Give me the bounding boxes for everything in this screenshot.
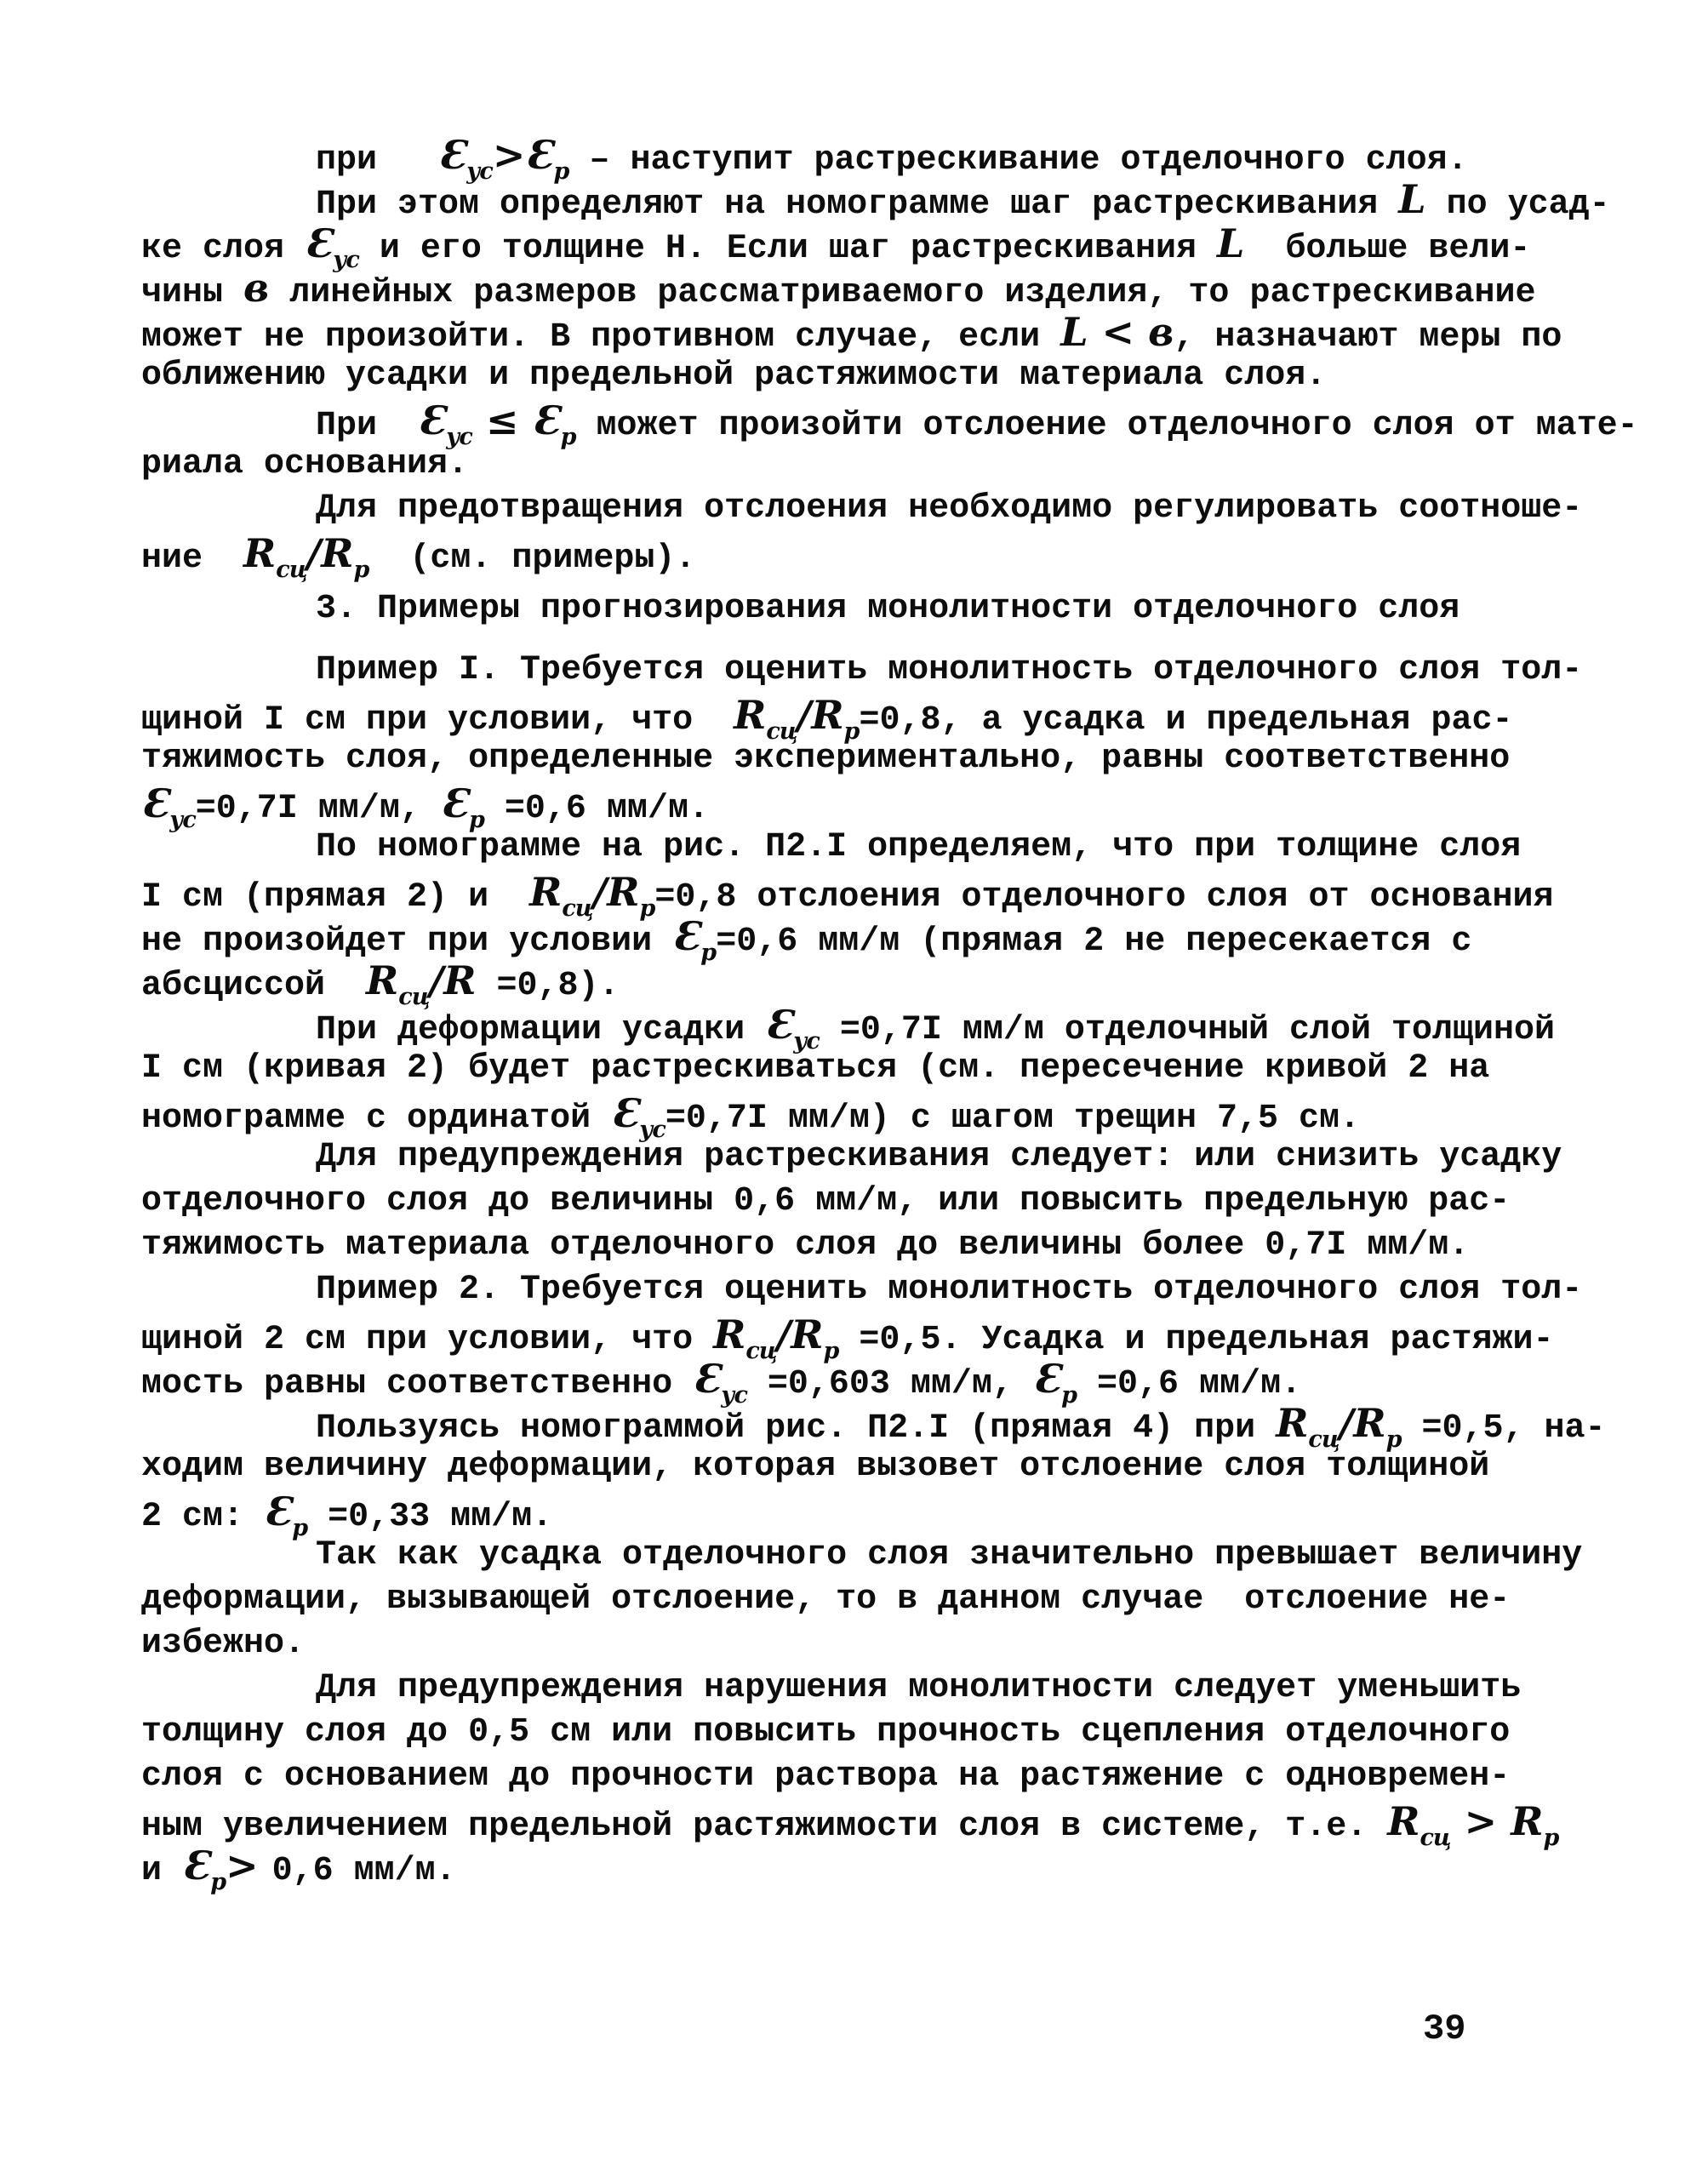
typewritten-text: 3. Примеры прогнозирования монолитности отделочного слоя xyxy=(316,590,1460,628)
formula: > xyxy=(1450,1798,1511,1844)
typewritten-text: и xyxy=(141,1852,183,1890)
formula: / xyxy=(592,869,608,915)
typewritten-text: =0,8 отслоения отделочного слоя от основания xyxy=(654,878,1554,917)
text-line xyxy=(141,1622,1588,1666)
typewritten-text: ке слоя xyxy=(141,230,306,268)
typewritten-text: I см (кривая 2) будет растрескиваться (см. пересечение кривой 2 на xyxy=(141,1049,1490,1088)
typewritten-text: при xyxy=(316,141,439,180)
text-line xyxy=(141,737,1588,781)
formula: L < в xyxy=(1060,309,1174,355)
typewritten-text: абсциссой xyxy=(141,967,367,1005)
text-line xyxy=(141,1268,1588,1312)
formula: $Ɛ_р$ xyxy=(182,1843,226,1895)
formula: $Ɛ_р$ xyxy=(264,1489,308,1541)
formula: $Ɛ_{ус}$ xyxy=(418,397,472,450)
text-line xyxy=(141,1180,1588,1224)
formula: $R_{сц}$ xyxy=(243,530,307,583)
typewritten-text: При деформации усадки xyxy=(316,1011,766,1049)
typewritten-text: – наступит растрескивание отделочного слоя. xyxy=(568,141,1468,180)
formula: $Ɛ_р$ xyxy=(532,397,576,450)
formula: $R_{сц}$ xyxy=(1387,1798,1451,1851)
formula: $R_р$ xyxy=(607,869,655,922)
formula: L xyxy=(1216,220,1245,266)
text-line xyxy=(141,443,1588,487)
text-line xyxy=(141,354,1588,398)
text-line xyxy=(141,1666,1588,1711)
typewritten-text: 0,6 мм/м. xyxy=(271,1852,456,1890)
formula: $Ɛ_р$ xyxy=(525,132,569,185)
text-line xyxy=(141,1578,1588,1622)
typewritten-text: =0,6 мм/м (прямая 2 не пересекается с xyxy=(716,923,1472,961)
typewritten-text: больше вели- xyxy=(1244,230,1531,268)
text-line xyxy=(141,1534,1588,1578)
text-line xyxy=(141,957,1588,1010)
typewritten-text: Для предотвращения отслоения необходимо регулировать соотноше- xyxy=(316,489,1583,528)
typewritten-text: =0,33 мм/м. xyxy=(307,1498,553,1536)
typewritten-text: отделочного слоя до величины 0,6 мм/м, или повысить предельную рас- xyxy=(141,1182,1511,1220)
text-line xyxy=(141,1400,1606,1453)
text-line xyxy=(141,1798,1588,1851)
text-line xyxy=(141,1711,1588,1755)
typewritten-text: =0,8). xyxy=(476,967,620,1005)
formula: $Ɛ_{ус}$ xyxy=(141,780,196,833)
text-line xyxy=(141,309,1588,357)
text-line xyxy=(141,132,1588,185)
typewritten-text: ние xyxy=(141,540,244,578)
typewritten-text: =0,7I мм/м, xyxy=(195,790,441,828)
typewritten-text: может произойти отслоение отделочного слоя от мате- xyxy=(575,407,1638,445)
typewritten-text: Для предупреждения растрескивания следует: или снизить усадку xyxy=(316,1138,1562,1176)
typewritten-text: тяжимость слоя, определенные экспериментально, равны соответственно xyxy=(141,740,1511,778)
text-line xyxy=(141,1445,1588,1489)
text-line xyxy=(141,869,1588,922)
typewritten-text: не произойдет при условии xyxy=(141,923,673,961)
formula: R xyxy=(443,957,477,1003)
formula: ≤ xyxy=(471,397,533,443)
typewritten-text: =0,8, а усадка и предельная рас- xyxy=(859,701,1513,740)
formula: $R_р$ xyxy=(1353,1400,1402,1453)
text-line xyxy=(141,397,1638,450)
formula: $R_{сц}$ xyxy=(1276,1400,1340,1453)
section-heading xyxy=(141,587,1588,631)
text-line xyxy=(141,487,1588,531)
typewritten-text: Для предупреждения нарушения монолитности следует уменьшить xyxy=(316,1669,1522,1707)
text-line xyxy=(141,1356,1588,1409)
text-line xyxy=(141,1311,1588,1364)
text-line xyxy=(141,1224,1588,1268)
formula: $Ɛ_{ус}$ xyxy=(438,132,493,185)
formula: $R_р$ xyxy=(811,692,860,745)
text-line xyxy=(141,266,1588,310)
formula: $Ɛ_{ус}$ xyxy=(611,1090,665,1143)
typewritten-text: тяжимость материала отделочного слоя до величины более 0,7I мм/м. xyxy=(141,1226,1470,1265)
typewritten-text: По номограмме на рис. П2.I определяем, что при толщине слоя xyxy=(316,828,1522,866)
formula: $Ɛ_р$ xyxy=(672,913,717,966)
typewritten-text: I см (прямая 2) и xyxy=(141,878,530,917)
formula: L xyxy=(1398,176,1426,222)
text-line xyxy=(141,220,1588,273)
typewritten-text: оближению усадки и предельной растяжимости материала слоя. xyxy=(141,357,1327,395)
typewritten-text: может не произойти. В противном случае, если xyxy=(141,318,1061,357)
typewritten-text: =0,7I мм/м) с шагом трещин 7,5 см. xyxy=(665,1100,1361,1138)
typewritten-text: =0,5, на- xyxy=(1401,1409,1606,1448)
typewritten-text: риала основания. xyxy=(141,445,469,483)
formula: $R_р$ xyxy=(791,1311,839,1364)
formula: $R_{сц}$ xyxy=(529,869,593,922)
typewritten-text: Так как усадка отделочного слоя значительно превышает величину xyxy=(316,1536,1583,1574)
formula: $R_р$ xyxy=(1511,1798,1559,1851)
typewritten-text: избежно. xyxy=(141,1625,306,1663)
typewritten-text: линейных размеров рассматриваемого изделия, то растрескивание xyxy=(269,274,1536,312)
text-line xyxy=(141,826,1588,870)
typewritten-text: Пример 2. Требуется оценить монолитность отделочного слоя тол- xyxy=(316,1271,1583,1309)
formula: / xyxy=(797,692,812,738)
typewritten-text: щиной I см при условии, что xyxy=(141,701,734,740)
formula: > xyxy=(226,1843,272,1889)
formula: $Ɛ_р$ xyxy=(440,780,484,833)
text-line xyxy=(141,176,1610,224)
typewritten-text: слоя с основанием до прочности раствора на растяжение с одновремен- xyxy=(141,1757,1511,1796)
text-line xyxy=(141,1090,1588,1143)
page-number: 39 xyxy=(1423,2009,1466,2049)
typewritten-text: =0,7I мм/м отделочный слой толщиной xyxy=(819,1011,1556,1049)
text-line xyxy=(141,780,1588,833)
typewritten-text: Пользуясь номограммой рис. П2.I (прямая 4) при xyxy=(316,1409,1277,1448)
typewritten-text: , назначают меры по xyxy=(1174,318,1562,357)
text-line xyxy=(141,1489,1588,1541)
text-line xyxy=(141,1755,1588,1799)
formula: $R_р$ xyxy=(321,530,369,583)
formula: $Ɛ_{ус}$ xyxy=(765,1002,820,1054)
typewritten-text: =0,6 мм/м. xyxy=(1077,1365,1302,1403)
formula: / xyxy=(776,1311,791,1357)
typewritten-text: ным увеличением предельной растяжимости слоя в системе, т.е. xyxy=(141,1808,1388,1846)
formula: $R_{сц}$ xyxy=(366,957,430,1010)
text-line xyxy=(141,1843,1588,1895)
formula: / xyxy=(1339,1400,1354,1446)
text-line xyxy=(141,692,1588,745)
text-line xyxy=(141,1135,1588,1180)
text-line xyxy=(141,1002,1588,1054)
typewritten-text: мость равны соответственно xyxy=(141,1365,694,1403)
typewritten-text: по усад- xyxy=(1425,186,1610,224)
text-line xyxy=(141,913,1588,966)
formula: $Ɛ_р$ xyxy=(1032,1356,1077,1409)
typewritten-text: ходим величину деформации, которая вызовет отслоение слоя толщиной xyxy=(141,1448,1490,1486)
document-body xyxy=(141,132,1638,1895)
formula: > xyxy=(492,132,526,178)
formula: / xyxy=(306,530,322,576)
typewritten-text: (см. примеры). xyxy=(368,540,696,578)
text-line xyxy=(141,530,1588,583)
text-line xyxy=(141,649,1588,693)
typewritten-text: =0,6 мм/м. xyxy=(483,790,709,828)
formula: в xyxy=(243,265,270,311)
typewritten-text: толщину слоя до 0,5 см или повысить прочность сцепления отделочного xyxy=(141,1713,1511,1751)
typewritten-text: 2 см: xyxy=(141,1498,265,1536)
formula: / xyxy=(429,957,444,1003)
formula: $Ɛ_{ус}$ xyxy=(305,220,359,273)
typewritten-text: и его толщине Н. Если шаг растрескивания xyxy=(358,230,1217,268)
formula: $Ɛ_{ус}$ xyxy=(693,1356,747,1409)
formula: $R_{сц}$ xyxy=(713,1311,777,1364)
typewritten-text: =0,603 мм/м, xyxy=(746,1365,1033,1403)
typewritten-text: номограмме с ординатой xyxy=(141,1100,612,1138)
typewritten-text: чины xyxy=(141,274,244,312)
typewritten-text: =0,5. Усадка и предельная растяжи- xyxy=(838,1321,1554,1359)
typewritten-text: щиной 2 см при условии, что xyxy=(141,1321,714,1359)
typewritten-text: При этом определяют на номограмме шаг растрескивания xyxy=(316,186,1399,224)
formula: $R_{сц}$ xyxy=(734,692,797,745)
text-line xyxy=(141,1047,1588,1091)
typewritten-text: деформации, вызывающей отслоение, то в данном случае отслоение не- xyxy=(141,1580,1511,1619)
typewritten-text: При xyxy=(316,407,419,445)
typewritten-text: Пример I. Требуется оценить монолитность отделочного слоя тол- xyxy=(316,651,1583,689)
